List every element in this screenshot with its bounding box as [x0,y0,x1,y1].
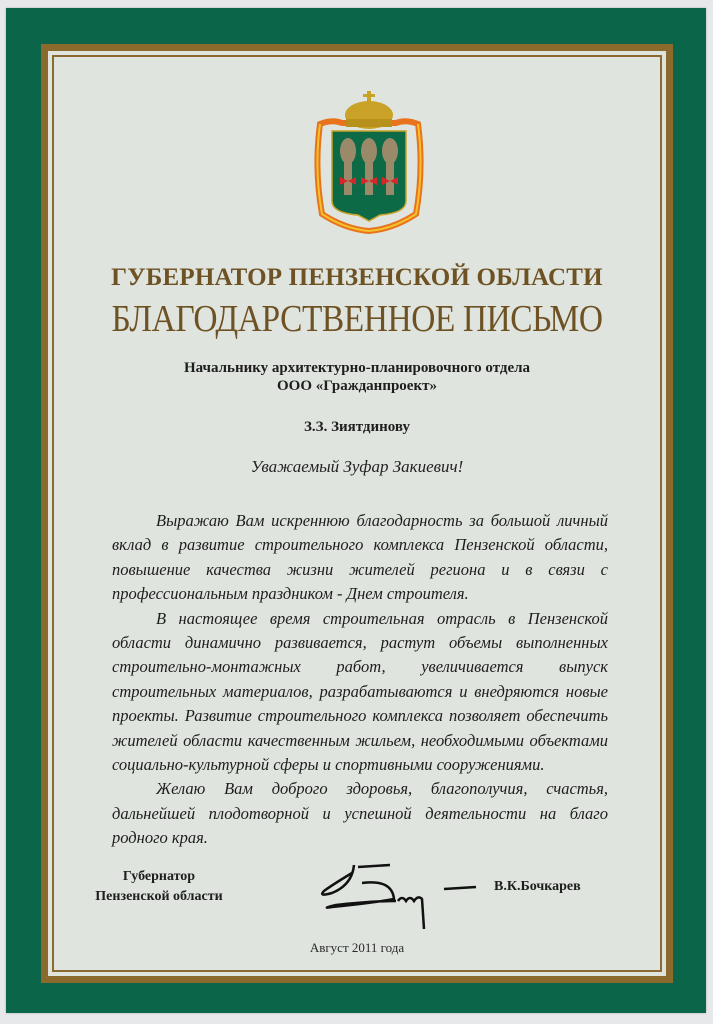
recipient-name: З.З. Зиятдинову [303,419,411,435]
gold-outer-frame [41,44,673,983]
inner-gold-border [52,55,662,972]
recipient-position [54,359,660,395]
certificate-sheet [6,8,706,1013]
paragraph-3: Желаю Вам доброго здоровья, благополучия, счастья, дальнейшей плодотворной и успешной деятельности на благо родного края. [112,779,608,848]
handwritten-signature-icon [312,855,492,935]
issue-date: Август 2011 года [309,940,405,955]
recipient-organization: ООО «Гражданпроект» [277,378,437,394]
document-title: БЛАГОДАРСТВЕННОЕ ПИСЬМО [111,298,603,340]
letter-content [54,57,660,970]
paragraph-2: В настоящее время строительная отрасль в Пензенской области динамично развивается, растут объемы выполненных строительно-монтажных работ, увеличивается выпуск строительных материалов, разрабатываются и внедряются новые проекты. Развитие строительного комплекса позволяет обеспечить жителей области качественным жильем, необходимыми объектами социально-культурной сферы и спортивными сооружениями. [112,608,608,775]
recipient-position-line1: Начальнику архитектурно-планировочного отдела [183,360,531,376]
signatory-name: В.К.Бочкарев [494,879,581,894]
salutation: Уважаемый Зуфар Закиевич! [250,457,464,476]
signatory-title-line2: Пензенской области [95,889,223,904]
letter-body [112,509,608,851]
issuer-heading: ГУБЕРНАТОР ПЕНЗЕНСКОЙ ОБЛАСТИ [111,264,603,291]
signatory-title-line1: Губернатор [122,869,196,884]
paragraph-1: Выражаю Вам искреннюю благодарность за большой личный вклад в развитие строительного комплекса Пензенской области, повышение качества жизни жителей региона и в связи с профессиональным праздником - Днем строителя. [112,511,608,604]
coat-of-arms-icon [310,89,428,234]
signatory-title [74,867,244,907]
light-frame-band [48,51,666,976]
